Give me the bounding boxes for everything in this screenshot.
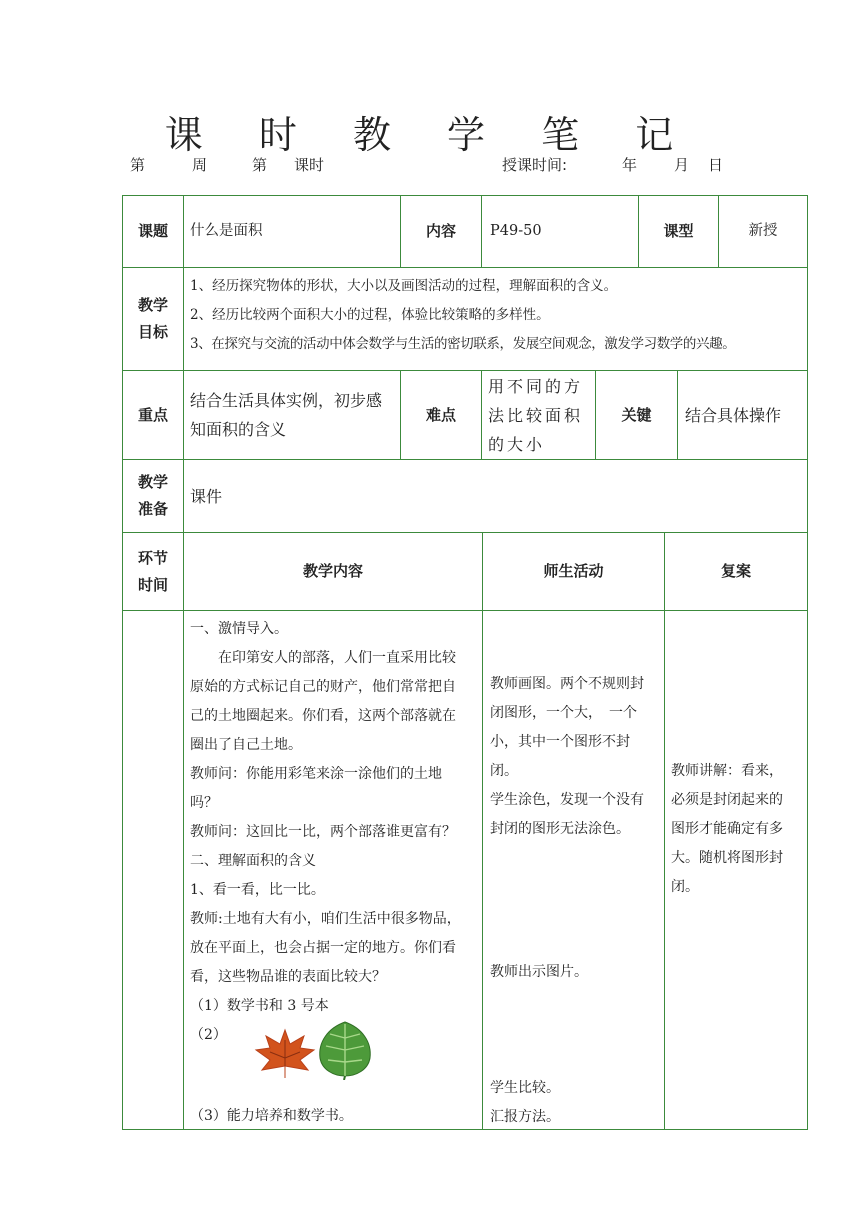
prep-label-line1: 教学 [137,473,168,491]
activity-line: 教师出示图片。 [490,964,588,980]
week-prefix: 第 [130,156,146,174]
goal-item: 2、经历比较两个面积大小的过程，体验比较策略的多样性。 [190,307,550,323]
review-line: 闭。 [671,879,699,895]
review-block [671,757,807,902]
activity-block-2 [490,958,662,987]
review-column-header: 复案 [720,562,751,580]
goals-label-line2: 目标 [137,323,168,341]
review-line: 图形才能确定有多 [671,821,783,837]
teaching-content-last [190,1102,482,1131]
type-value [719,196,807,267]
week-suffix: 周 [192,156,208,174]
col-divider [664,532,665,1130]
content-line: 教师问：这回比一比，两个部落谁更富有？ [190,824,456,840]
lesson-prefix: 第 [252,156,268,174]
type-label: 课型 [663,222,694,240]
content-line: 吗？ [190,795,218,811]
col-divider [677,370,678,459]
row-divider [122,610,808,611]
activity-line: 学生涂色，发现一个没有 [490,792,644,808]
content-line: 教师:土地有大有小，咱们生活中很多物品， [190,911,461,927]
activity-line: 闭。 [490,763,518,779]
activity-line: 闭图形，一个大， 一个 [490,705,637,721]
row-divider [122,267,808,268]
content-line: 原始的方式标记自己的财产，他们常常把自 [190,679,456,695]
content-line: （3）能力培养和数学书。 [190,1108,353,1124]
section-label-line1: 环节 [137,548,168,567]
content-line: 放在平面上，也会占据一定的地方。你们看 [190,940,456,956]
activity-line: 汇报方法。 [490,1109,560,1125]
activity-column-header: 师生活动 [543,562,604,580]
content-line: 在印第安人的部落，人们一直采用比较 [190,650,456,666]
content-line: 看，这些物品谁的表面比较大？ [190,969,386,985]
section-label-line2: 时间 [137,575,168,594]
content-line: 己的土地圈起来。你们看，这两个部落就在 [190,708,456,724]
activity-line: 教师画图。两个不规则封 [490,676,644,692]
col-divider [183,195,184,1130]
green-leaf-icon [314,1018,376,1080]
activity-line: 封闭的图形无法涂色。 [490,821,630,837]
lesson-suffix: 课时 [294,156,325,174]
key-point-text: 结合生活具体实例，初步感知面积的含义 [190,391,383,439]
crux-value: 结合具体操作 [685,405,782,425]
goals-label-line1: 教学 [137,296,168,314]
difficulty-text: 用不同的方法比较面积的大小 [488,376,584,454]
prep-value: 课件 [190,486,223,506]
prep-label [123,460,183,532]
col-divider [482,532,483,1130]
content-line: 教师问：你能用彩笔来涂一涂他们的土地 [190,766,442,782]
activity-block-1 [490,670,662,844]
goals-list [190,272,805,359]
content-line: 1、看一看，比一比。 [190,882,325,898]
month-label: 月 [674,156,690,174]
col-divider [481,370,482,459]
crux-label: 关键 [621,405,652,424]
review-line: 教师讲解：看来， [671,763,783,779]
goal-item: 1、经历探究物体的形状，大小以及画图活动的过程，理解面积的含义。 [190,278,618,294]
day-label: 日 [708,156,724,174]
section-time-label [123,533,183,610]
teaching-content [190,615,482,1050]
key-point-label: 重点 [137,405,168,424]
content-line: （1）数学书和 3 号本 [190,998,329,1014]
activity-block-3 [490,1074,662,1132]
goals-label [123,268,183,370]
activity-line: 学生比较。 [490,1080,560,1096]
activity-line: 小，其中一个图形不封 [490,734,630,750]
content-line: 一、激情导入。 [190,621,288,637]
topic-label: 课题 [137,222,168,240]
difficulty-label: 难点 [425,405,456,424]
topic-value: 什么是面积 [190,223,263,239]
key-point-value [190,371,396,459]
year-label: 年 [622,156,638,174]
content-label: 内容 [425,222,456,240]
goal-item: 3、在探究与交流的活动中体会数学与生活的密切联系，发展空间观念，激发学习数学的兴趣。 [190,336,736,352]
content-column-header: 教学内容 [302,562,363,580]
content-line: 圈出了自己土地。 [190,737,302,753]
col-divider [481,195,482,267]
maple-leaf-icon [252,1028,318,1080]
content-value: P49-50 [490,223,542,239]
difficulty-value [488,371,592,459]
page-title: 课 时 教 学 笔 记 [164,113,696,157]
content-line: 二、理解面积的含义 [190,853,316,869]
content-line: （2） [190,1027,227,1043]
review-line: 必须是封闭起来的 [671,792,783,808]
type-value-text: 新授 [748,223,778,239]
review-line: 大。随机将图形封 [671,850,783,866]
prep-label-line2: 准备 [137,500,168,518]
date-label: 授课时间: [502,156,568,174]
